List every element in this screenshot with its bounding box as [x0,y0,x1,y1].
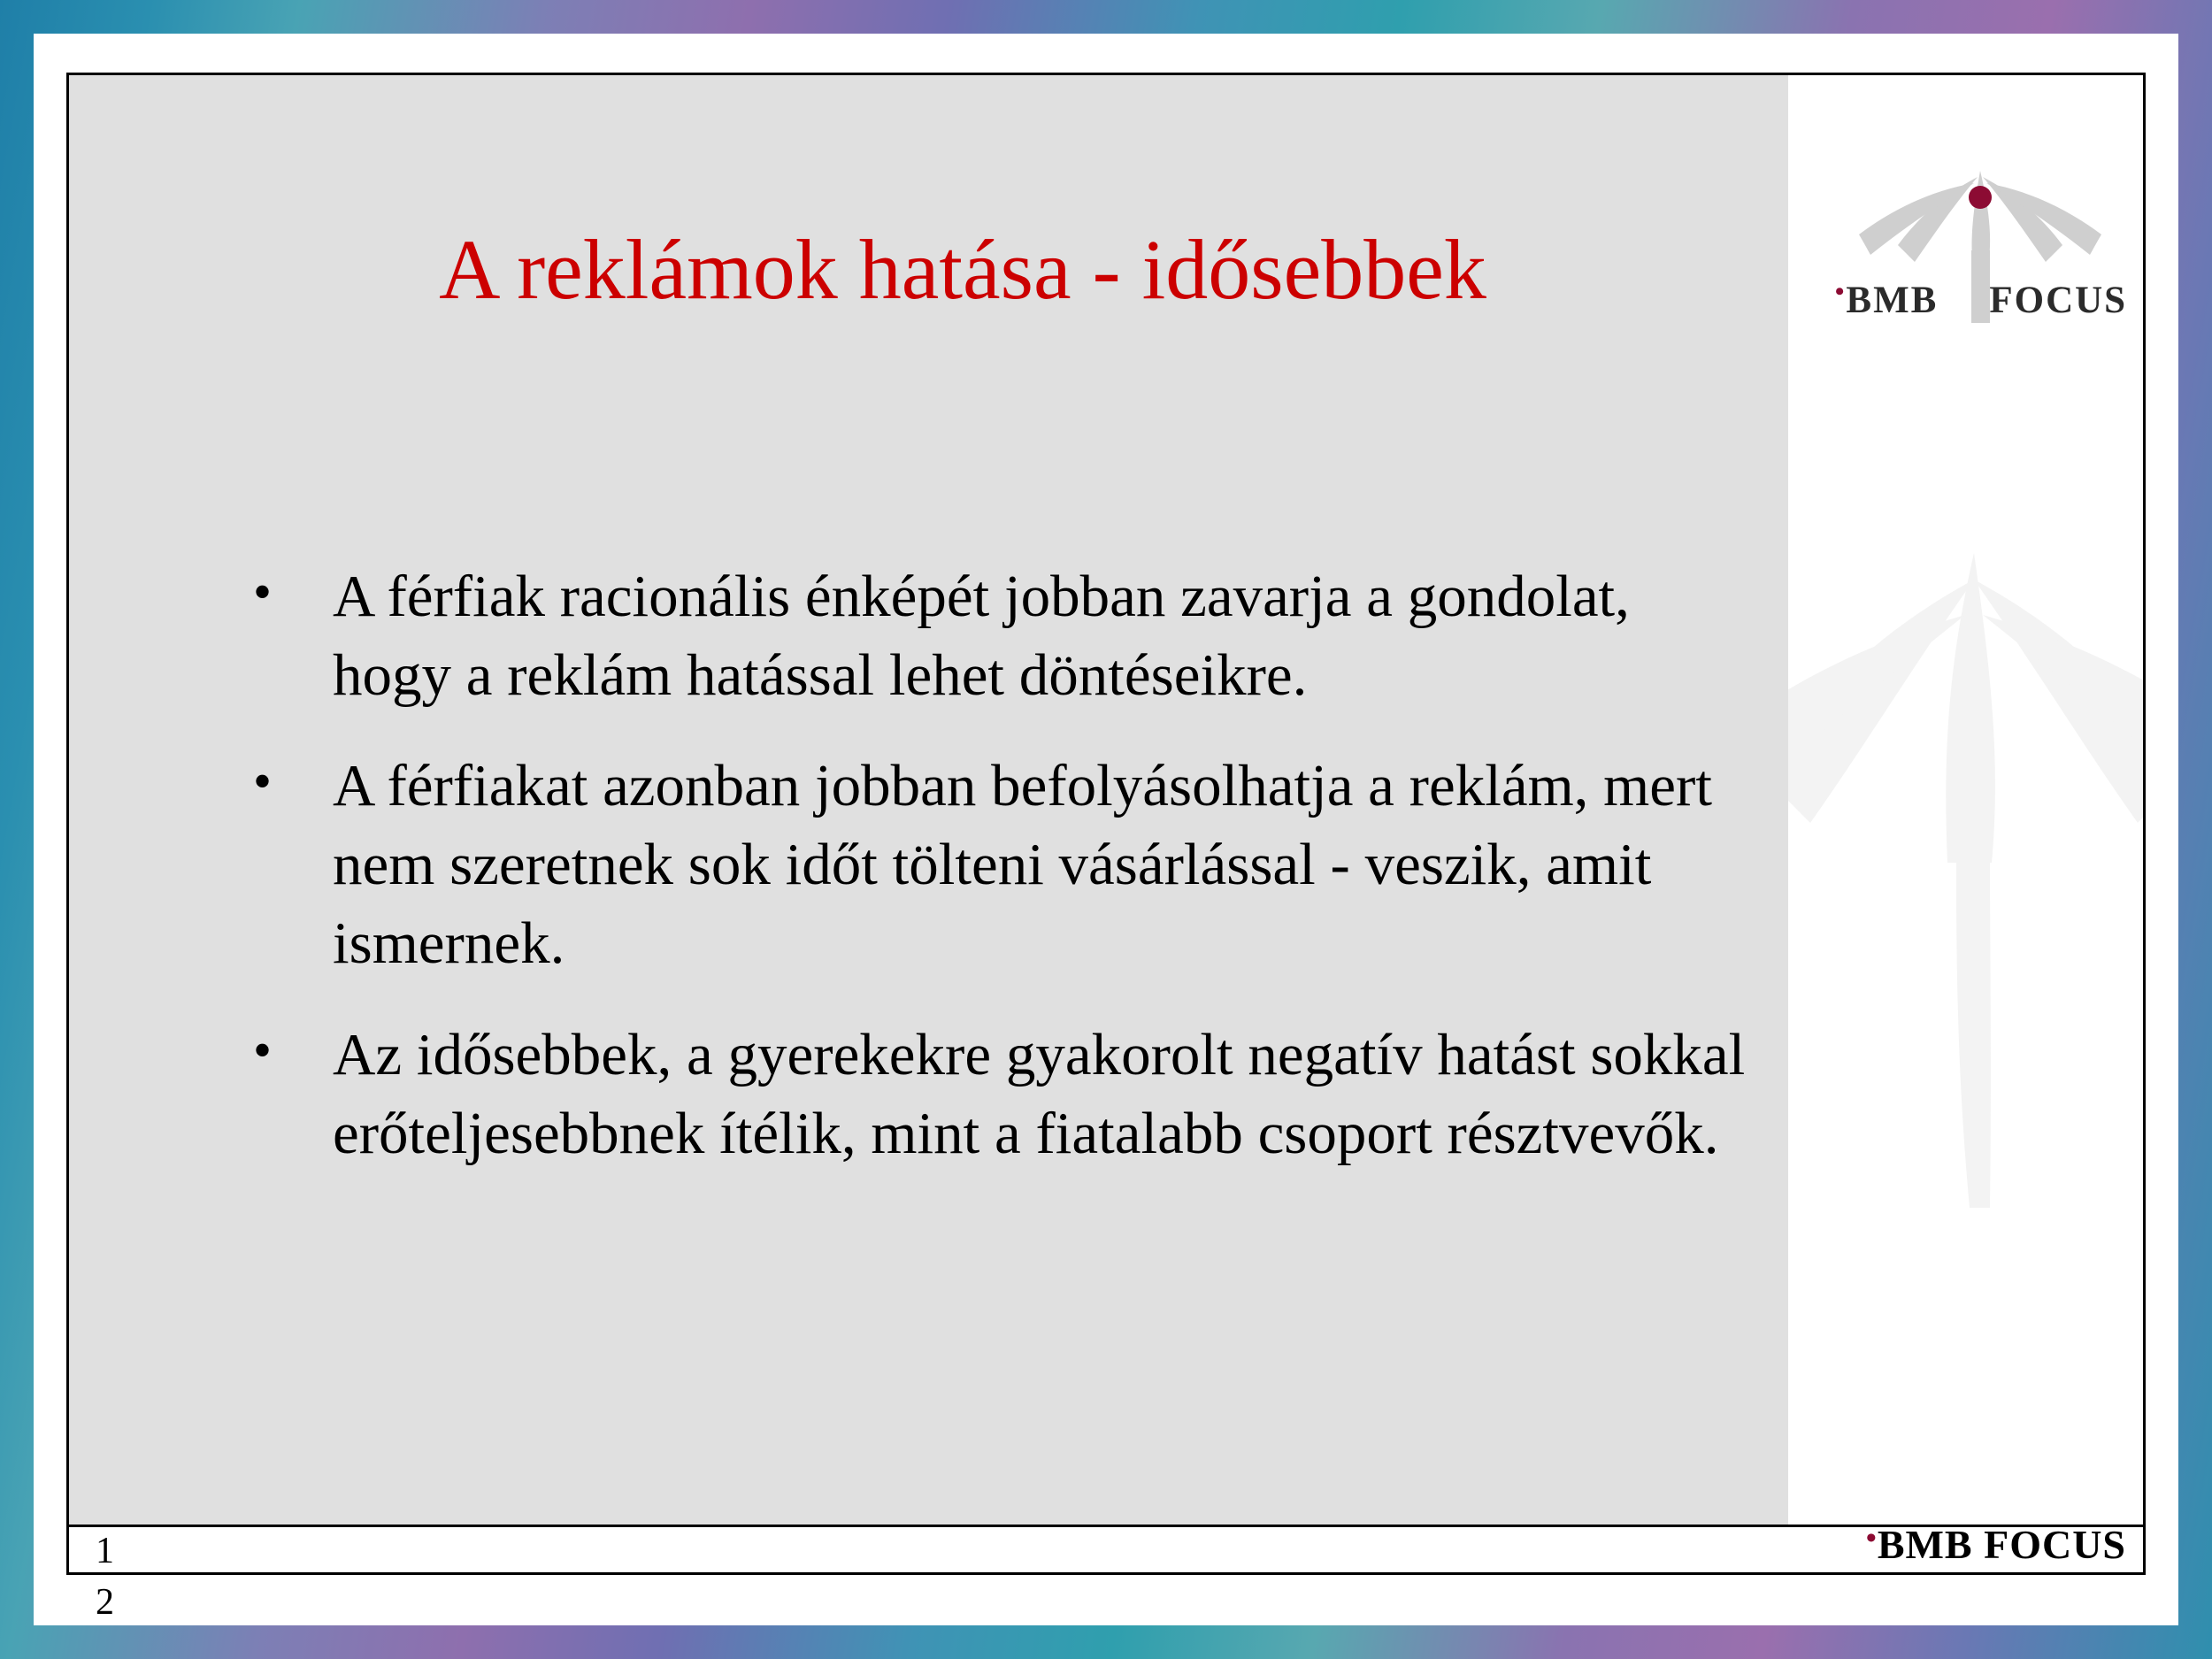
brand-logo-text [1831,277,2131,322]
bullet-icon: • [253,563,273,621]
flower-watermark-icon [1788,447,2143,1243]
footer-brand [1825,1521,2126,1568]
list-item [228,557,1759,715]
slide-bullet-list [228,557,1759,1205]
footer-brand-text: BMB FOCUS [1877,1522,2126,1567]
brand-name-right: FOCUS [1989,280,2128,321]
list-item [228,1016,1759,1173]
bullet-icon: • [253,752,273,811]
bullet-icon: • [253,1020,273,1079]
brand-name-left: BMB [1846,280,1939,321]
slide-content-area [66,73,2146,1575]
slide-title: A reklámok hatása - idősebbek [439,222,1486,317]
list-item-text: A férfiak racionális énképét jobban zavarja a gondolat, hogy a reklám hatással lehet döntéseikre. [333,564,1630,709]
list-item [228,747,1759,983]
footer-brand-dot-icon: • [1865,1522,1878,1555]
brand-dot-icon: • [1834,277,1847,306]
brand-logo [1825,146,2135,363]
list-item-text: A férfiakat azonban jobban befolyásolhatja a reklám, mert nem szeretnek sok időt tölteni vásárlással - veszik, amit ismernek. [333,753,1712,977]
list-item-text: Az idősebbek, a gyerekekre gyakorolt negatív hatást sokkal erőteljesebbnek ítélik, mint a fiatalabb csoport résztvevők. [333,1021,1746,1166]
page-number-bottom: 2 [96,1582,114,1623]
page-number-top: 1 [96,1531,114,1571]
